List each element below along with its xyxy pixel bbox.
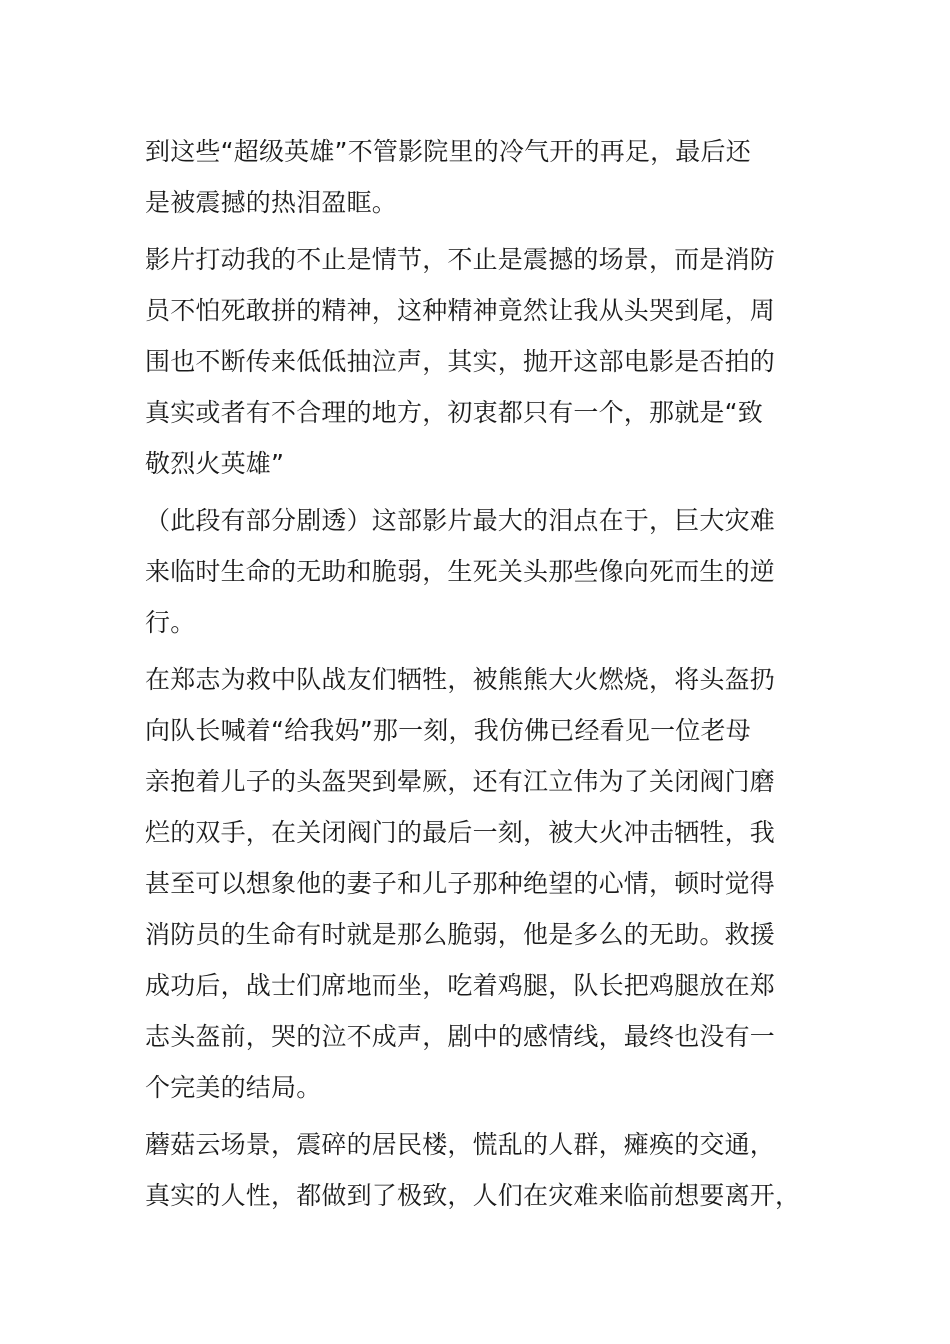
text-line: 行。 [145,608,196,637]
paragraph-5 [145,1119,805,1221]
text-line: 到这些“超级英雄”不管影院里的冷气开的再足，最后还 [145,137,751,166]
text-line: 是被震撼的热泪盈眶。 [145,188,398,217]
text-line: 成功后，战士们席地而坐，吃着鸡腿，队长把鸡腿放在郑 [145,971,776,1000]
text-line: 甚至可以想象他的妻子和儿子那种绝望的心情，顿时觉得 [145,869,776,898]
text-line: （此段有部分剧透）这部影片最大的泪点在于，巨大灾难 [145,506,776,535]
paragraph-3 [145,495,805,648]
text-line: 围也不断传来低低抽泣声，其实，抛开这部电影是否拍的 [145,347,776,376]
text-line: 志头盔前，哭的泣不成声，剧中的感情线，最终也没有一 [145,1022,776,1051]
text-line: 在郑志为救中队战友们牺牲，被熊熊大火燃烧，将头盔扔 [145,665,776,694]
paragraph-1 [145,126,805,228]
text-line: 烂的双手，在关闭阀门的最后一刻，被大火冲击牺牲，我 [145,818,776,847]
paragraph-4 [145,654,805,1113]
text-line: 影片打动我的不止是情节，不止是震撼的场景，而是消防 [145,245,776,274]
paragraph-2 [145,234,805,489]
text-line: 个完美的结局。 [145,1073,322,1102]
text-line: 敬烈火英雄” [145,449,285,478]
body-text [145,126,805,1227]
text-line: 来临时生命的无助和脆弱，生死关头那些像向死而生的逆 [145,557,776,586]
text-line: 真实的人性，都做到了极致，人们在灾难来临前想要离开， [145,1181,801,1210]
text-line: 消防员的生命有时就是那么脆弱，他是多么的无助。救援 [145,920,776,949]
text-line: 向队长喊着“给我妈”那一刻，我仿佛已经看见一位老母 [145,716,751,745]
text-line: 蘑菇云场景，震碎的居民楼，慌乱的人群，瘫痪的交通， [145,1130,776,1159]
text-line: 真实或者有不合理的地方，初衷都只有一个，那就是“致 [145,398,763,427]
text-line: 员不怕死敢拼的精神，这种精神竟然让我从头哭到尾，周 [145,296,776,325]
text-line: 亲抱着儿子的头盔哭到晕厥，还有江立伟为了关闭阀门磨 [145,767,776,796]
